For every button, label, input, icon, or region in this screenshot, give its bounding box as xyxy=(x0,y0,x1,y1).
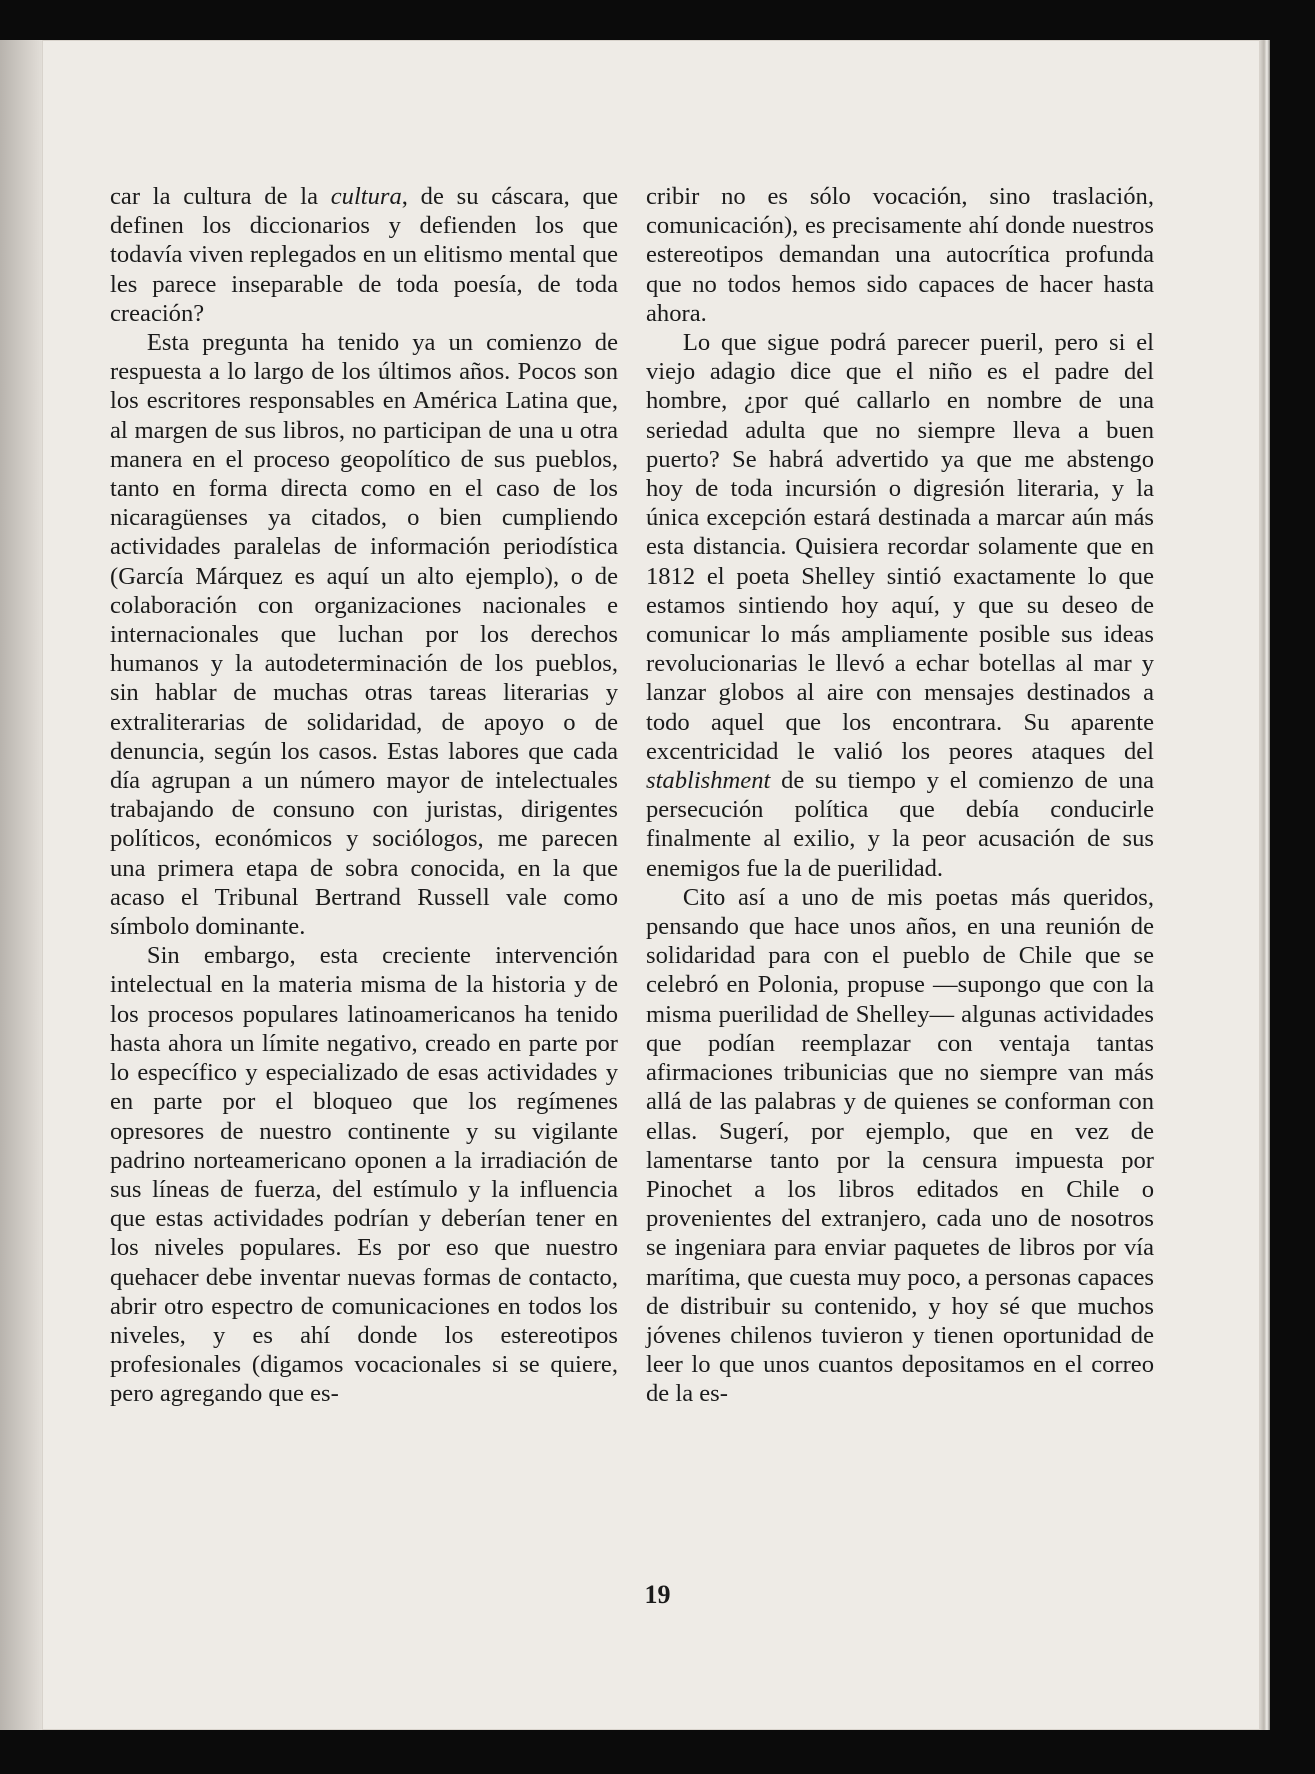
paragraph xyxy=(646,328,1154,883)
text-segment: Cito así a uno de mis poetas más queridos, pensando que hace unos años, en una reunión de solidaridad para con el pueblo de Chile que se celebró en Polonia, propuse —supongo que con la misma puerilidad de Shelley— algunas actividades que podían reemplazar con ventaja tantas afirmaciones tribunicias que no siempre van más allá de las palabras y de quienes se conforman con ellas. Sugerí, por ejemplo, que en vez de lamentarse tanto por la censura impuesta por Pinochet a los libros editados en Chile o provenientes del extranjero, cada uno de nosotros se ingeniara para enviar paquetes de libros por vía marítima, que cuesta muy poco, a personas capaces de distribuir su contenido, y hoy sé que muchos jóvenes chilenos tuvieron y tienen oportunidad de leer lo que unos cuantos depositamos en el correo de la es- xyxy=(646,883,1154,1408)
text-segment: , de su cáscara, que definen los diccionarios y defienden los que todavía viven replegados en un elitismo mental que les parece inseparable de toda poesía, de toda creación? xyxy=(110,183,618,327)
paragraph xyxy=(646,182,1154,328)
paragraph xyxy=(110,328,618,941)
text-segment: car la cultura de la xyxy=(110,183,331,210)
text-segment: Sin embargo, esta creciente intervención intelectual en la materia misma de la historia y de los procesos populares latinoamericanos ha tenido hasta ahora un límite negativo, creado en parte por lo específico y especializado de esas actividades y en parte por el bloqueo que los regímenes opresores de nuestro continente y su vigilante padrino norteamericano oponen a la irradiación de sus líneas de fuerza, del estímulo y la influencia que estas actividades podrían y deberían tener en los niveles populares. Es por eso que nuestro quehacer debe inventar nuevas formas de contacto, abrir otro espectro de comunicaciones en todos los niveles, y es ahí donde los estereotipos profesionales (digamos vocacionales si se quiere, pero agregando que es- xyxy=(110,942,618,1408)
right-column xyxy=(646,182,1154,1409)
paragraph xyxy=(110,941,618,1408)
italic-segment: cultura xyxy=(330,183,402,210)
text-segment: de su tiempo y el comienzo de una persecución política que debía conducirle finalmente al exilio, y la peor acusación de sus enemigos fue la de puerilidad. xyxy=(646,767,1154,882)
text-segment: Esta pregunta ha tenido ya un comienzo de respuesta a lo largo de los últimos años. Pocos son los escritores responsables en América Latina que, al margen de sus libros, no participan de una u otra manera en el proceso geopolítico de sus pueblos, tanto en forma directa como en el caso de los nicaragüenses ya citados, o bien cumpliendo actividades paralelas de información periodística (García Márquez es aquí un alto ejemplo), o de colaboración con organizaciones nacionales e internacionales que luchan por los derechos humanos y la autodeterminación de los pueblos, sin hablar de muchas otras tareas literarias y extraliterarias de solidaridad, de apoyo o de denuncia, según los casos. Estas labores que cada día agrupan a un número mayor de intelectuales trabajando de consuno con juristas, dirigentes políticos, económicos y sociólogos, me parecen una primera etapa de sobra conocida, en la que acaso el Tribunal Bertrand Russell vale como símbolo dominante. xyxy=(110,329,618,941)
page-number: 19 xyxy=(644,1580,671,1609)
paragraph xyxy=(646,883,1154,1409)
page-edge xyxy=(1260,40,1270,1730)
text-segment: cribir no es sólo vocación, sino traslación, comunicación), es precisamente ahí donde nuestros estereotipos demandan una autocrítica profunda que no todos hemos sido capaces de hacer hasta ahora. xyxy=(646,183,1154,327)
book-gutter xyxy=(0,40,42,1730)
italic-segment: stablishment xyxy=(646,767,771,795)
text-segment: Lo que sigue podrá parecer pueril, pero si el viejo adagio dice que el niño es el padre del hombre, ¿por qué callarlo en nombre de una seriedad adulta que no siempre lleva a buen puerto? Se habrá advertido ya que me abstengo hoy de toda incursión o digresión literaria, y la única excepción estará destinada a marcar aún más esta distancia. Quisiera recordar solamente que en 1812 el poeta Shelley sintió exactamente lo que estamos sintiendo hoy aquí, y que su deseo de comunicar lo más ampliamente posible sus ideas revolucionarias le llevó a echar botellas al mar y lanzar globos al aire con mensajes destinados a todo aquel que los encontrara. Su aparente excentricidad le valió los peores ataques del xyxy=(646,329,1154,765)
left-column xyxy=(110,182,618,1409)
paragraph xyxy=(110,182,618,328)
